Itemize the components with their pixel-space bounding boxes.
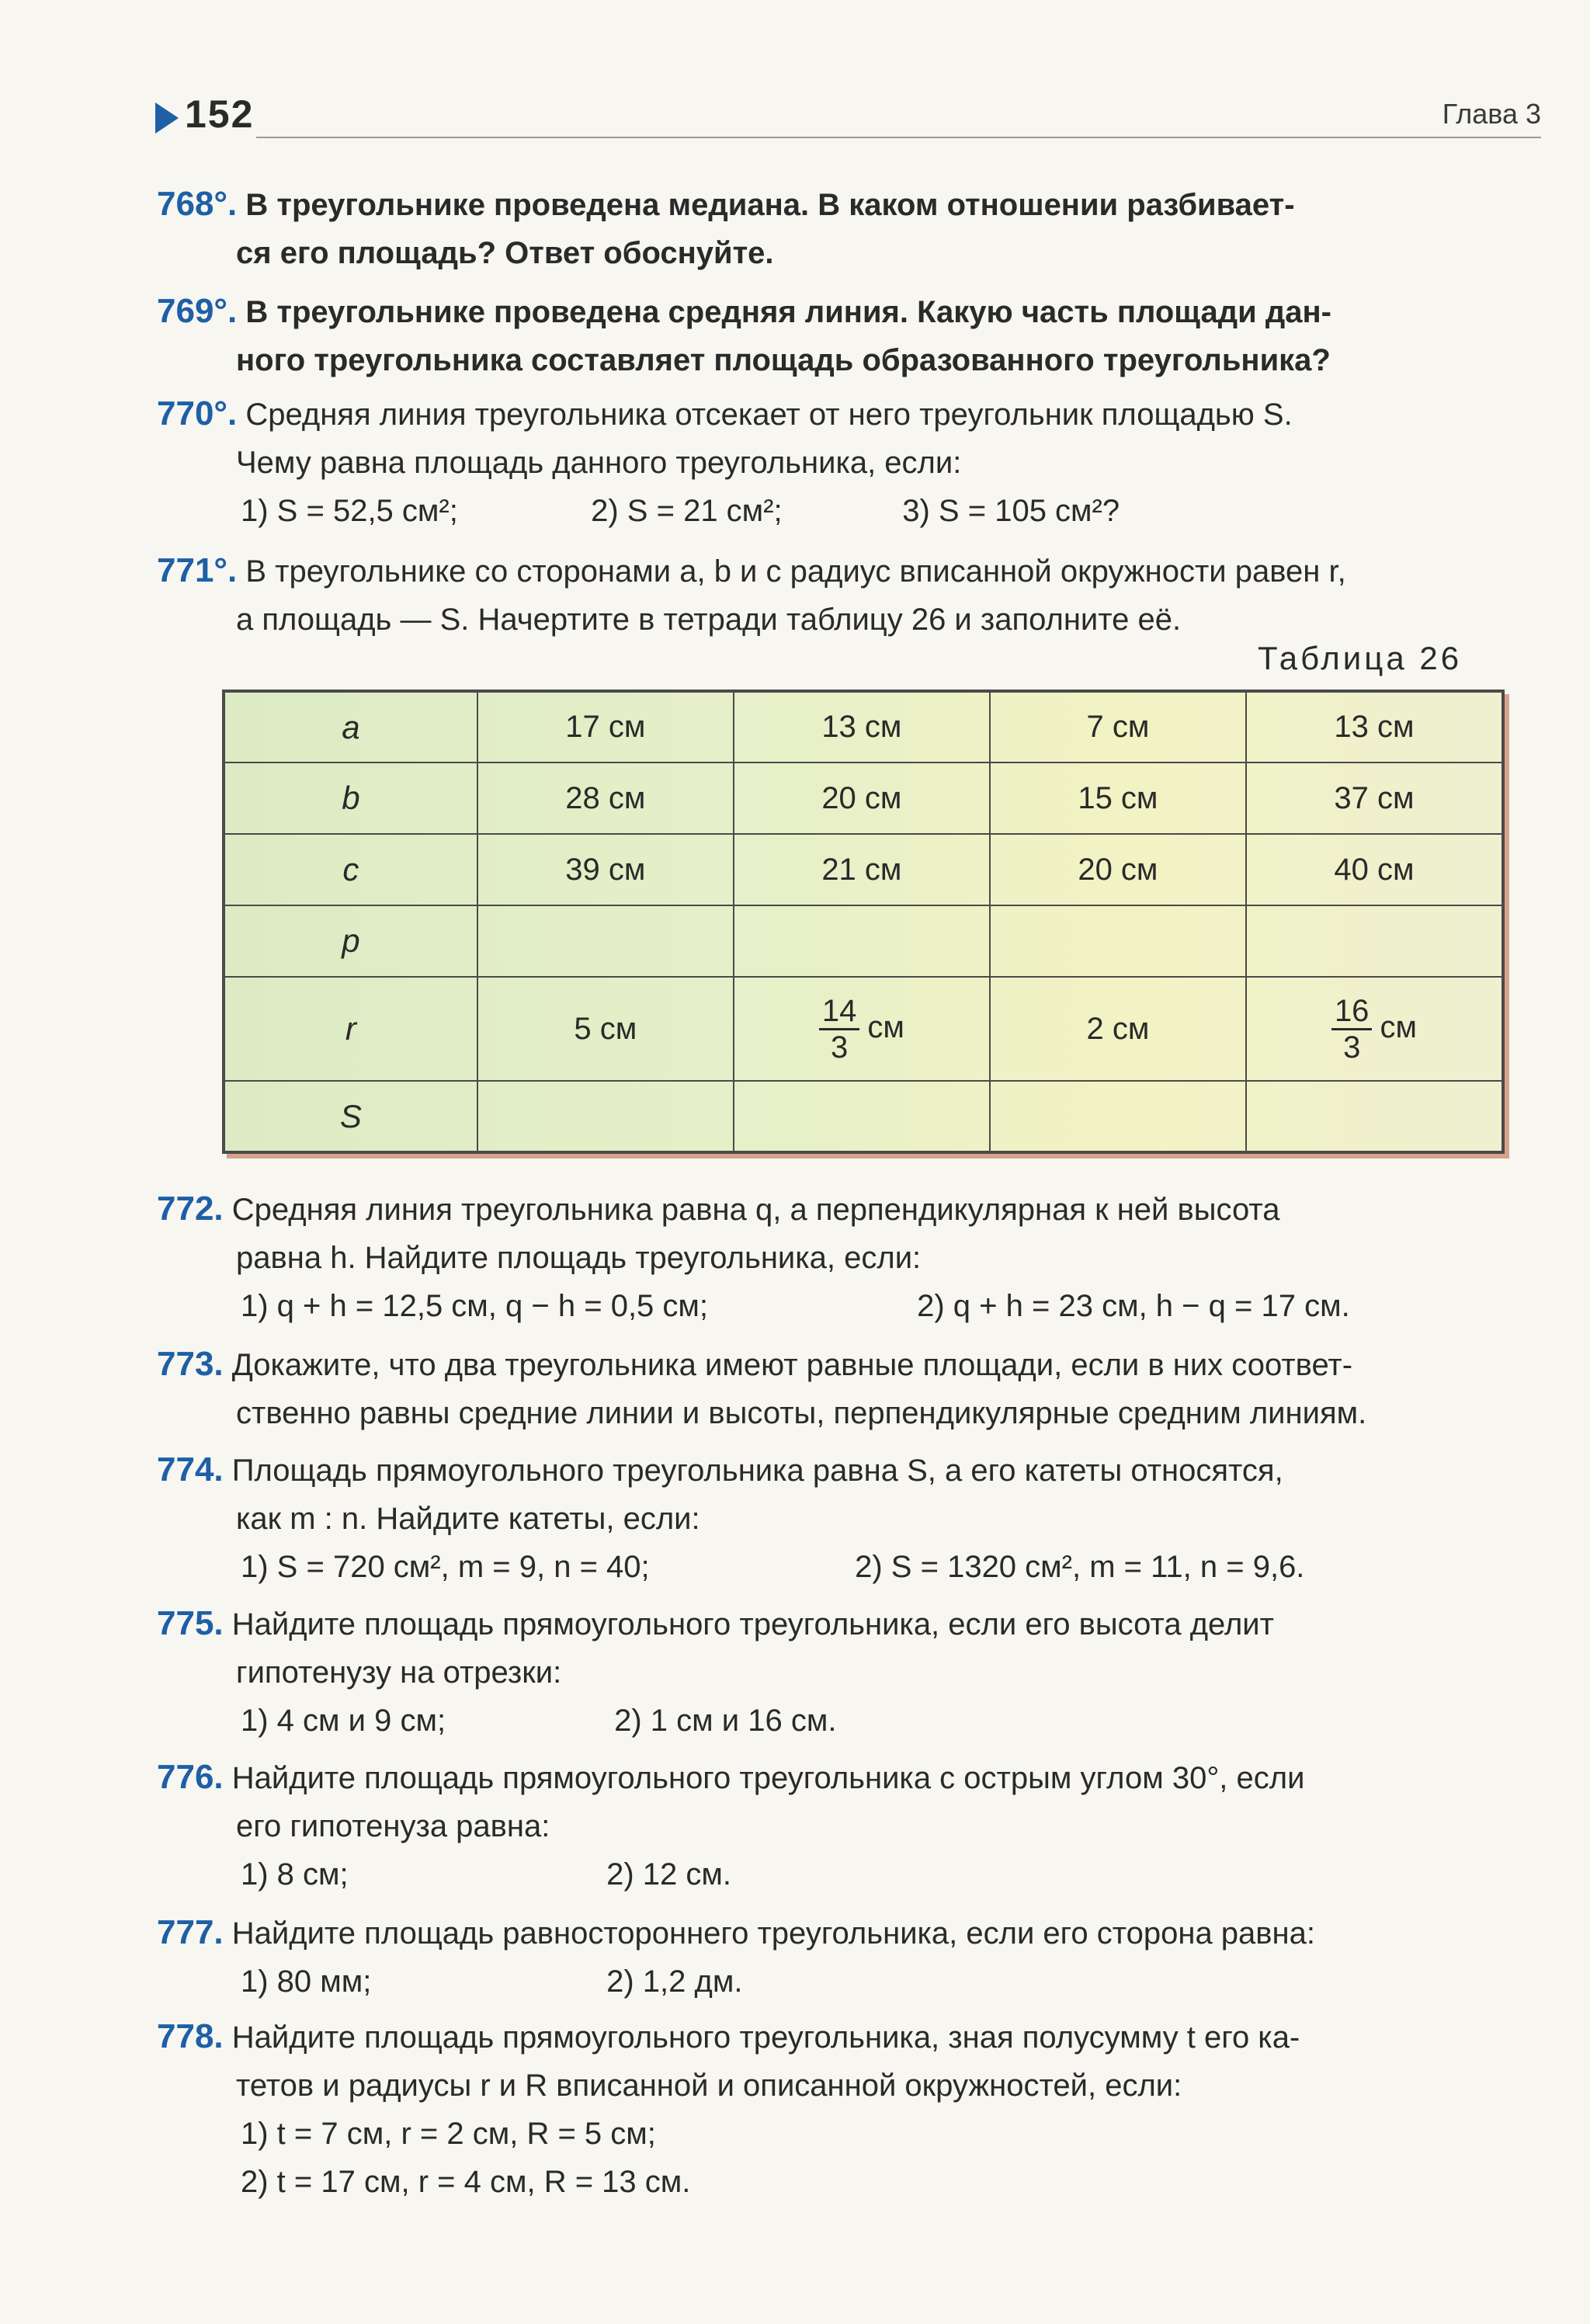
table-row — [224, 1081, 1503, 1152]
problem-text: В треугольнике проведена средняя линия. Какую часть площади дан- — [245, 295, 1331, 329]
fraction-unit: см — [867, 1009, 904, 1044]
fraction — [819, 994, 860, 1065]
problem-text: Найдите площадь равностороннего треугольника, если его сторона равна: — [231, 1916, 1315, 1951]
problem-772 — [157, 1185, 1547, 1330]
problem-text: гипотенузу на отрезки: — [236, 1655, 562, 1690]
fraction-numerator: 14 — [819, 994, 860, 1030]
option-2: 2) 12 см. — [606, 1857, 732, 1892]
row-header: r — [224, 977, 477, 1081]
problem-text: Чему равна площадь данного треугольника, если: — [236, 446, 962, 480]
problem-text: ного треугольника составляет площадь образованного треугольника? — [236, 343, 1331, 377]
problem-text: тетов и радиусы r и R вписанной и описанной окружностей, если: — [236, 2069, 1182, 2103]
option-3: 3) S = 105 см²? — [902, 494, 1120, 528]
option-2: 2) t = 17 см, r = 4 см, R = 13 см. — [241, 2165, 691, 2199]
table-cell-fraction — [734, 977, 990, 1081]
problem-text: Докажите, что два треугольника имеют равные площади, если в них соответ- — [231, 1348, 1353, 1382]
table-cell: 40 см — [1246, 834, 1503, 905]
problem-778 — [157, 2013, 1547, 2206]
problem-number: 776. — [157, 1758, 224, 1796]
fraction — [1331, 994, 1373, 1065]
table-cell — [734, 905, 990, 977]
problem-text: как m : n. Найдите катеты, если: — [236, 1502, 700, 1536]
problem-number: 771°. — [157, 551, 238, 589]
row-header: S — [224, 1081, 477, 1152]
problem-text: Средняя линия треугольника равна q, а перпендикулярная к ней высота — [231, 1193, 1280, 1227]
problem-number: 778. — [157, 2017, 224, 2055]
table-row — [224, 691, 1503, 763]
option-2: 2) S = 21 см²; — [591, 494, 783, 528]
table-cell — [734, 1081, 990, 1152]
problem-768 — [157, 180, 1547, 277]
row-header: a — [224, 691, 477, 763]
table-cell: 15 см — [990, 763, 1246, 834]
fraction-unit: см — [1380, 1009, 1417, 1044]
table-cell — [1246, 905, 1503, 977]
option-2: 2) S = 1320 см², m = 11, n = 9,6. — [855, 1550, 1305, 1584]
problem-text: Найдите площадь прямоугольного треугольника, зная полусумму t его ка- — [231, 2020, 1300, 2055]
problem-text: ственно равны средние линии и высоты, перпендикулярные средним линиям. — [236, 1396, 1367, 1430]
fraction-denominator: 3 — [1343, 1030, 1361, 1065]
table-cell: 37 см — [1246, 763, 1503, 834]
option-1: 1) S = 52,5 см²; — [241, 494, 458, 528]
option-2: 2) q + h = 23 см, h − q = 17 см. — [917, 1289, 1350, 1323]
table-cell: 13 см — [1246, 691, 1503, 763]
option-1: 1) q + h = 12,5 см, q − h = 0,5 см; — [241, 1289, 709, 1323]
table-row — [224, 905, 1503, 977]
chapter-label: Глава 3 — [1442, 98, 1541, 130]
table-cell: 13 см — [734, 691, 990, 763]
problem-text: В треугольнике проведена медиана. В каком отношении разбивает- — [245, 188, 1295, 222]
problem-776 — [157, 1753, 1547, 1898]
problem-775 — [157, 1600, 1547, 1745]
row-header: c — [224, 834, 477, 905]
table-cell — [477, 1081, 734, 1152]
table-row — [224, 763, 1503, 834]
table-cell: 20 см — [734, 763, 990, 834]
problem-text: Найдите площадь прямоугольного треугольника, если его высота делит — [231, 1607, 1274, 1641]
option-1: 1) 8 см; — [241, 1857, 349, 1892]
problem-769 — [157, 287, 1547, 384]
problem-text: ся его площадь? Ответ обоснуйте. — [236, 236, 774, 270]
table-cell: 39 см — [477, 834, 734, 905]
problem-number: 775. — [157, 1604, 224, 1642]
header-rule — [256, 137, 1541, 138]
problem-777 — [157, 1909, 1547, 2006]
problem-text: его гипотенуза равна: — [236, 1809, 550, 1843]
option-1: 1) S = 720 см², m = 9, n = 40; — [241, 1550, 650, 1584]
option-2: 2) 1 см и 16 см. — [614, 1704, 837, 1738]
page-number: 152 — [185, 92, 255, 136]
table-cell: 5 см — [477, 977, 734, 1081]
table-caption: Таблица 26 — [1258, 640, 1463, 676]
option-1: 1) t = 7 см, r = 2 см, R = 5 см; — [241, 2117, 656, 2151]
option-1: 1) 80 мм; — [241, 1964, 372, 1999]
problem-number: 770°. — [157, 394, 238, 432]
table-cell-fraction — [1246, 977, 1503, 1081]
problem-773 — [157, 1340, 1547, 1437]
problem-text: а площадь — S. Начертите в тетради таблицу 26 и заполните её. — [236, 603, 1182, 637]
problem-number: 772. — [157, 1190, 224, 1228]
table-cell: 21 см — [734, 834, 990, 905]
row-header: p — [224, 905, 477, 977]
option-1: 1) 4 см и 9 см; — [241, 1704, 446, 1738]
problem-number: 777. — [157, 1913, 224, 1951]
table-cell — [1246, 1081, 1503, 1152]
table-cell — [990, 1081, 1246, 1152]
problem-number: 773. — [157, 1345, 224, 1383]
problem-text: Площадь прямоугольного треугольника равна S, а его катеты относятся, — [231, 1454, 1283, 1488]
problem-text: равна h. Найдите площадь треугольника, если: — [236, 1241, 922, 1275]
table-cell — [477, 905, 734, 977]
problem-number: 774. — [157, 1450, 224, 1489]
table-cell: 17 см — [477, 691, 734, 763]
problem-text: Найдите площадь прямоугольного треугольника с острым углом 30°, если — [231, 1761, 1305, 1795]
table-row — [224, 977, 1503, 1081]
table-cell: 2 см — [990, 977, 1246, 1081]
problem-771 — [157, 547, 1547, 644]
problem-text: Средняя линия треугольника отсекает от него треугольник площадью S. — [245, 398, 1293, 432]
fraction-numerator: 16 — [1331, 994, 1373, 1030]
table-cell — [990, 905, 1246, 977]
page-header — [155, 92, 1541, 138]
problem-text: В треугольнике со сторонами a, b и c радиус вписанной окружности равен r, — [245, 554, 1346, 589]
table-cell: 7 см — [990, 691, 1246, 763]
table-row — [224, 834, 1503, 905]
problem-770 — [157, 390, 1547, 535]
page-marker-arrow-icon — [155, 102, 179, 134]
table-26 — [222, 690, 1505, 1154]
problem-number: 769°. — [157, 292, 238, 330]
table-cell: 20 см — [990, 834, 1246, 905]
table-cell: 28 см — [477, 763, 734, 834]
problem-774 — [157, 1446, 1547, 1591]
row-header: b — [224, 763, 477, 834]
fraction-denominator: 3 — [830, 1030, 849, 1065]
problem-number: 768°. — [157, 185, 238, 223]
option-2: 2) 1,2 дм. — [606, 1964, 743, 1999]
